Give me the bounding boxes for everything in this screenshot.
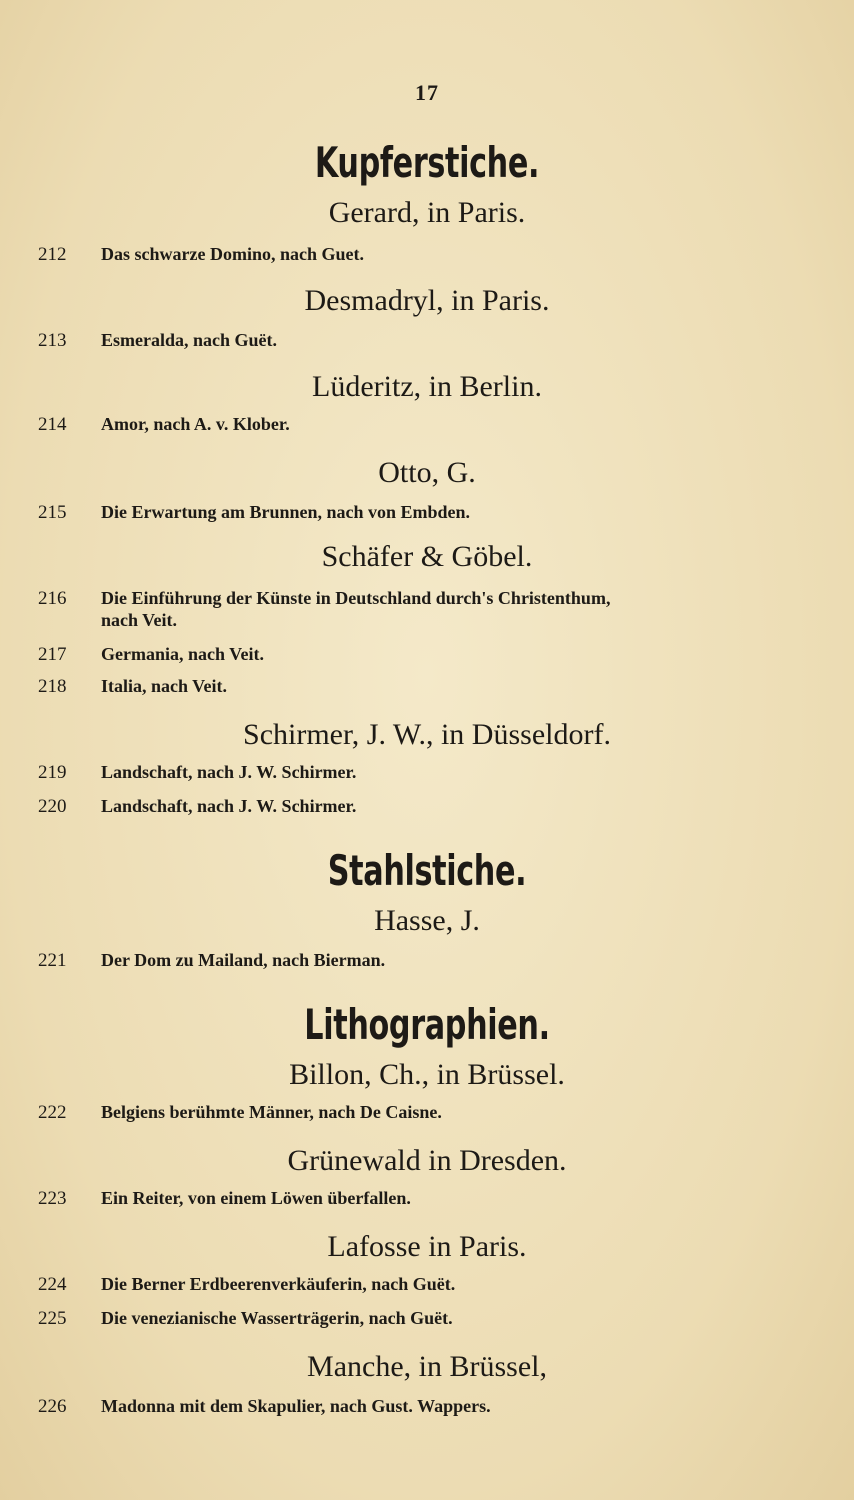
entry-number: 217: [38, 644, 67, 665]
catalog-entry: [0, 414, 854, 440]
entry-number: 225: [38, 1308, 67, 1329]
artist-heading: Lafosse in Paris.: [327, 1230, 527, 1263]
artist-heading: Gerard, in Paris.: [328, 196, 526, 229]
artist-heading: Grünewald in Dresden.: [287, 1144, 567, 1177]
artist-heading: Desmadryl, in Paris.: [304, 284, 550, 317]
entry-title: Landschaft, nach J. W. Schirmer.: [101, 762, 357, 782]
entry-number: 220: [38, 796, 67, 817]
page-number: 17: [415, 80, 439, 105]
entry-number: 216: [38, 588, 67, 609]
entry-number: 215: [38, 502, 67, 523]
entry-title: Die Berner Erdbeerenverkäuferin, nach Guët.: [101, 1274, 456, 1294]
entry-number: 212: [38, 244, 67, 265]
catalog-entry: [0, 950, 854, 976]
entry-title: Germania, nach Veit.: [101, 644, 265, 664]
catalog-entry: [0, 588, 854, 630]
artist-heading: Schirmer, J. W., in Düsseldorf.: [243, 718, 611, 751]
entry-title-continuation: nach Veit.: [101, 610, 178, 630]
section-heading-stahlstiche: Stahlstiche.: [327, 846, 527, 895]
entry-number: 223: [38, 1188, 67, 1209]
artist-heading: Lüderitz, in Berlin.: [312, 370, 542, 403]
catalog-entry: [0, 330, 854, 356]
entry-number: 219: [38, 762, 67, 783]
catalog-entry: [0, 1274, 854, 1300]
entry-title: Esmeralda, nach Guët.: [101, 330, 278, 350]
catalog-entry: [0, 502, 854, 528]
artist-heading: Hasse, J.: [374, 904, 480, 937]
catalog-entry: [0, 244, 854, 270]
catalog-entry: [0, 1188, 854, 1214]
artist-heading: Schäfer & Göbel.: [321, 540, 533, 573]
entry-title: Das schwarze Domino, nach Guet.: [101, 244, 364, 264]
entry-number: 224: [38, 1274, 67, 1295]
entry-number: 226: [38, 1396, 67, 1417]
entry-title: Der Dom zu Mailand, nach Bierman.: [101, 950, 386, 970]
entry-title: Die Einführung der Künste in Deutschland durch's Christenthum,: [101, 588, 611, 608]
section-heading-kupferstiche: Kupferstiche.: [314, 138, 540, 187]
artist-heading: Otto, G.: [378, 456, 476, 489]
entry-title: Die Erwartung am Brunnen, nach von Embden.: [101, 502, 471, 522]
entry-title: Amor, nach A. v. Klober.: [101, 414, 290, 434]
catalog-entry: [0, 762, 854, 788]
catalog-entry: [0, 1396, 854, 1422]
artist-heading: Billon, Ch., in Brüssel.: [289, 1058, 565, 1091]
entry-number: 218: [38, 676, 67, 697]
catalog-entry: [0, 1102, 854, 1128]
section-heading-lithographien: Lithographien.: [304, 1000, 550, 1049]
entry-number: 213: [38, 330, 67, 351]
entry-number: 214: [38, 414, 67, 435]
catalog-entry: [0, 676, 854, 702]
entry-title: Belgiens berühmte Männer, nach De Caisne.: [101, 1102, 442, 1122]
entry-number: 222: [38, 1102, 67, 1123]
entry-title: Landschaft, nach J. W. Schirmer.: [101, 796, 357, 816]
artist-heading: Manche, in Brüssel,: [307, 1350, 547, 1383]
entry-title: Die venezianische Wasserträgerin, nach Guët.: [101, 1308, 453, 1328]
catalog-entry: [0, 796, 854, 822]
entry-title: Madonna mit dem Skapulier, nach Gust. Wappers.: [101, 1396, 491, 1416]
catalog-entry: [0, 644, 854, 670]
entry-title: Italia, nach Veit.: [101, 676, 228, 696]
catalog-entry: [0, 1308, 854, 1334]
entry-number: 221: [38, 950, 67, 971]
entry-title: Ein Reiter, von einem Löwen überfallen.: [101, 1188, 411, 1208]
